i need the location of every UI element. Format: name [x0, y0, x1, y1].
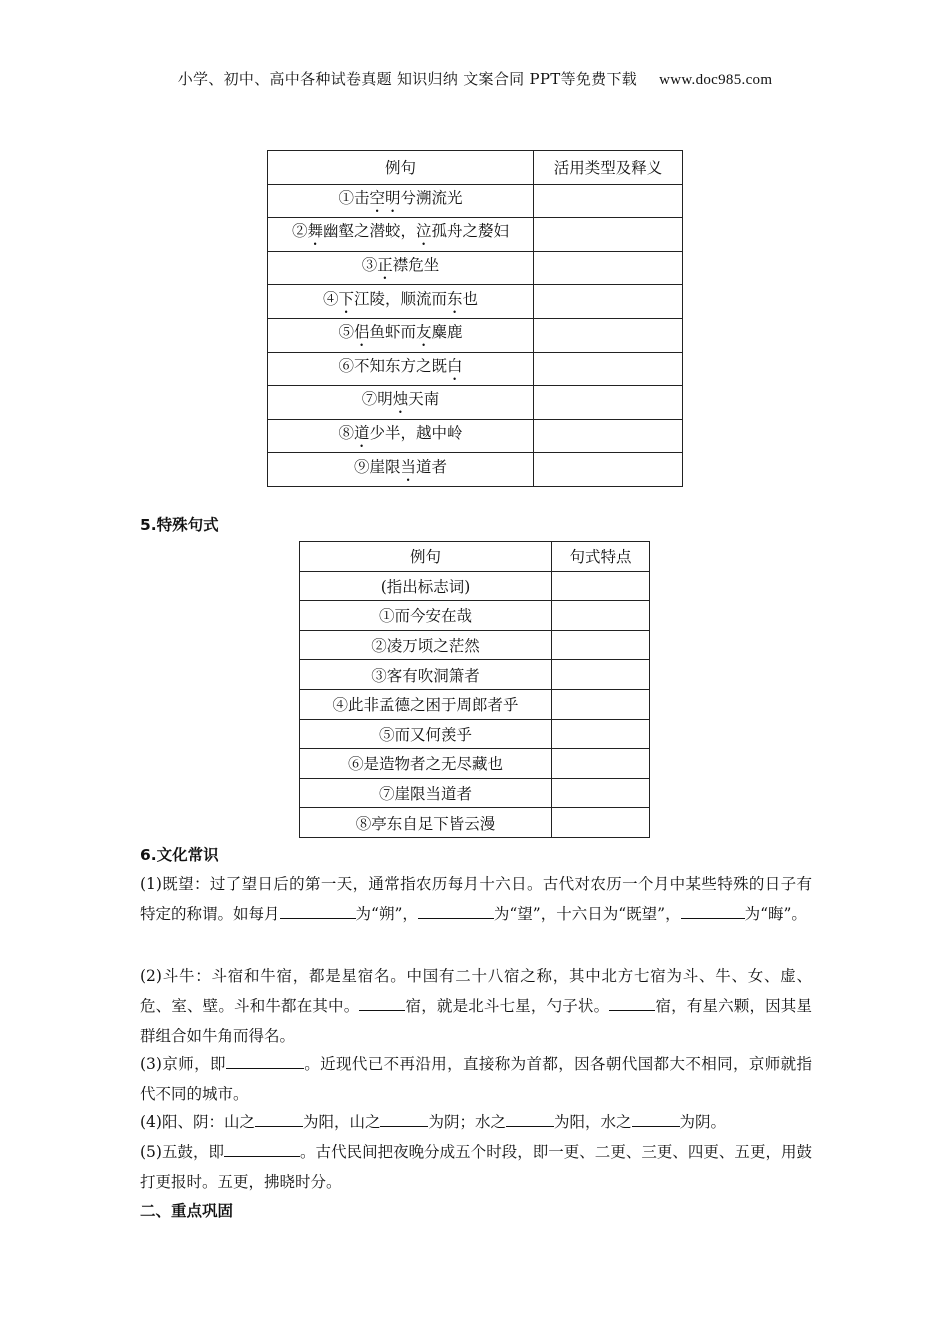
answer-cell[interactable] — [534, 285, 683, 319]
text-segment: (1)既望：过了望日后的第一天，通常指农历每月十六日。古代对农历一个月中某些特殊的日子有特定的称谓。如每月 — [140, 875, 812, 923]
text-segment: (3)京师，即 — [140, 1055, 226, 1073]
text-segment: 也 — [462, 289, 479, 308]
answer-cell[interactable] — [534, 318, 683, 352]
answer-cell[interactable] — [552, 719, 650, 749]
text-segment: 。近现代已不再沿用，直接称为首都，因各朝代国都大不相同，京师就指代不同的城市。 — [140, 1055, 812, 1103]
answer-cell[interactable] — [534, 251, 683, 285]
example-sentence: ②凌万顷之茫然 — [300, 630, 552, 660]
text-segment: ⑦明 — [361, 390, 393, 409]
text-segment: 为“晦”。 — [744, 905, 807, 923]
text-segment: ⑧ — [338, 424, 354, 443]
answer-cell[interactable] — [552, 571, 650, 601]
text-segment: 幽壑之潜蛟， — [322, 222, 416, 241]
culture-item-1 — [140, 869, 812, 929]
answer-cell[interactable] — [534, 386, 683, 420]
section5-title: 5.特殊句式 — [140, 516, 219, 534]
example-sentence — [268, 251, 534, 285]
table-row — [300, 630, 650, 660]
text-segment: 宿，有星六颗，因其星群组合如牛角而得名。 — [140, 997, 812, 1045]
answer-cell[interactable] — [534, 352, 683, 386]
answer-cell[interactable] — [552, 749, 650, 779]
example-sentence: ③客有吹洞箫者 — [300, 660, 552, 690]
section6-title: 6.文化常识 — [140, 846, 219, 864]
col-header-example: 例句 — [300, 542, 552, 572]
table-row — [268, 453, 683, 487]
sentence-pattern-table — [299, 541, 650, 838]
emphasized-char: 当 — [400, 457, 416, 476]
text-segment: 江陵，顺流而 — [353, 289, 447, 308]
emphasized-char: 东 — [447, 289, 463, 308]
emphasized-char: 友 — [416, 323, 432, 342]
example-sentence: (指出标志词) — [300, 571, 552, 601]
table-row — [300, 571, 650, 601]
table-header-row — [300, 542, 650, 572]
example-sentence: ⑥是造物者之无尽藏也 — [300, 749, 552, 779]
answer-blank[interactable] — [380, 1108, 428, 1127]
example-sentence: ⑧亭东自足下皆云漫 — [300, 808, 552, 838]
text-segment: ⑥不知东方之既 — [338, 356, 447, 375]
answer-blank[interactable] — [226, 1050, 304, 1069]
example-sentence — [268, 453, 534, 487]
col-header-example: 例句 — [268, 151, 534, 185]
answer-blank[interactable] — [418, 900, 494, 919]
text-segment: 鱼虾而 — [369, 323, 416, 342]
text-segment: 襟危坐 — [392, 256, 440, 275]
table-row — [268, 218, 683, 252]
col-header-feature: 句式特点 — [552, 542, 650, 572]
emphasized-char: 明 — [385, 188, 401, 207]
text-segment: 为“望”，十六日为“既望”， — [493, 905, 681, 923]
word-usage-table — [267, 150, 683, 487]
text-segment: ④ — [322, 289, 339, 308]
text-segment: ⑨崖限 — [353, 457, 401, 476]
text-segment: 为“朔”， — [355, 905, 418, 923]
text-segment: (4)阳、阴：山之 — [140, 1113, 255, 1131]
text-segment: 为阴。 — [679, 1113, 727, 1131]
emphasized-char: 泣 — [416, 222, 432, 241]
answer-cell[interactable] — [552, 601, 650, 631]
answer-blank[interactable] — [359, 992, 405, 1011]
culture-item-3 — [140, 1049, 812, 1109]
text-segment: 为阳，山之 — [302, 1113, 381, 1131]
emphasized-char: 侣 — [353, 323, 370, 342]
table-row — [268, 419, 683, 453]
answer-blank[interactable] — [681, 900, 745, 919]
table-row — [300, 808, 650, 838]
table-row — [300, 601, 650, 631]
culture-item-5 — [140, 1137, 812, 1197]
culture-item-4 — [140, 1107, 812, 1137]
answer-cell[interactable] — [552, 778, 650, 808]
table-header-row — [268, 151, 683, 185]
example-sentence: ⑦崖限当道者 — [300, 778, 552, 808]
section-consolidation-title: 二、重点巩固 — [140, 1202, 234, 1220]
emphasized-char: 道 — [353, 424, 370, 443]
example-sentence — [268, 318, 534, 352]
text-segment: 兮溯流光 — [400, 188, 463, 207]
text-segment: 为阴；水之 — [428, 1113, 506, 1131]
answer-cell[interactable] — [552, 808, 650, 838]
example-sentence: ①而今安在哉 — [300, 601, 552, 631]
text-segment: 麋鹿 — [431, 323, 463, 342]
table-row — [300, 719, 650, 749]
emphasized-char: 白 — [447, 356, 463, 375]
text-segment: (5)五鼓，即 — [140, 1143, 225, 1161]
answer-blank[interactable] — [280, 900, 356, 919]
answer-cell[interactable] — [534, 184, 683, 218]
page-header — [0, 68, 950, 89]
text-segment: 少半，越中岭 — [369, 424, 463, 443]
answer-cell[interactable] — [534, 453, 683, 487]
emphasized-char: 空 — [369, 188, 385, 207]
answer-cell[interactable] — [552, 660, 650, 690]
table-row — [300, 660, 650, 690]
text-segment: (2)斗牛：斗宿和牛宿，都是星宿名。中国有二十八宿之称，其中北方七宿为斗、牛、女、虚、危、室、壁。斗和牛都在其中。 — [140, 967, 812, 1015]
answer-cell[interactable] — [534, 218, 683, 252]
text-segment: 道者 — [416, 457, 448, 476]
example-sentence — [268, 218, 534, 252]
text-segment: 为阳，水之 — [554, 1113, 632, 1131]
table-row — [300, 778, 650, 808]
text-segment: 孤舟之嫠妇 — [431, 222, 510, 241]
answer-blank[interactable] — [255, 1108, 303, 1127]
answer-cell[interactable] — [552, 630, 650, 660]
table-row — [268, 352, 683, 386]
table-row — [268, 251, 683, 285]
example-sentence — [268, 386, 534, 420]
answer-blank[interactable] — [632, 1108, 680, 1127]
text-segment: ② — [291, 222, 308, 241]
answer-blank[interactable] — [609, 992, 655, 1011]
answer-blank[interactable] — [506, 1108, 554, 1127]
emphasized-char: 正 — [377, 256, 393, 275]
example-sentence: ⑤而又何羡乎 — [300, 719, 552, 749]
table-row — [268, 386, 683, 420]
col-header-usage: 活用类型及释义 — [534, 151, 683, 185]
answer-blank[interactable] — [224, 1138, 300, 1157]
example-sentence — [268, 352, 534, 386]
text-segment: ①击 — [338, 188, 370, 207]
header-url[interactable]: www.doc985.com — [659, 72, 773, 88]
table-row — [300, 689, 650, 719]
answer-cell[interactable] — [534, 419, 683, 453]
text-segment: 天南 — [408, 390, 440, 409]
text-segment: 。古代民间把夜晚分成五个时段，即一更、二更、三更、四更、五更，用鼓打更报时。五更，拂晓时分。 — [140, 1143, 812, 1191]
table-row — [268, 184, 683, 218]
table-row — [268, 318, 683, 352]
emphasized-char: 烛 — [392, 390, 409, 409]
example-sentence — [268, 419, 534, 453]
header-text: 小学、初中、高中各种试卷真题 知识归纳 文案合同 PPT等免费下载 — [177, 70, 638, 88]
example-sentence — [268, 184, 534, 218]
emphasized-char: 下 — [338, 289, 354, 308]
table-row — [268, 285, 683, 319]
table-row — [300, 749, 650, 779]
text-segment: ⑤ — [338, 323, 354, 342]
text-segment: 宿，就是北斗七星，勺子状。 — [405, 997, 610, 1015]
text-segment: ③ — [361, 256, 378, 275]
emphasized-char: 舞 — [307, 222, 323, 241]
example-sentence — [268, 285, 534, 319]
culture-item-2 — [140, 961, 812, 1051]
example-sentence: ④此非孟德之困于周郎者乎 — [300, 689, 552, 719]
answer-cell[interactable] — [552, 689, 650, 719]
